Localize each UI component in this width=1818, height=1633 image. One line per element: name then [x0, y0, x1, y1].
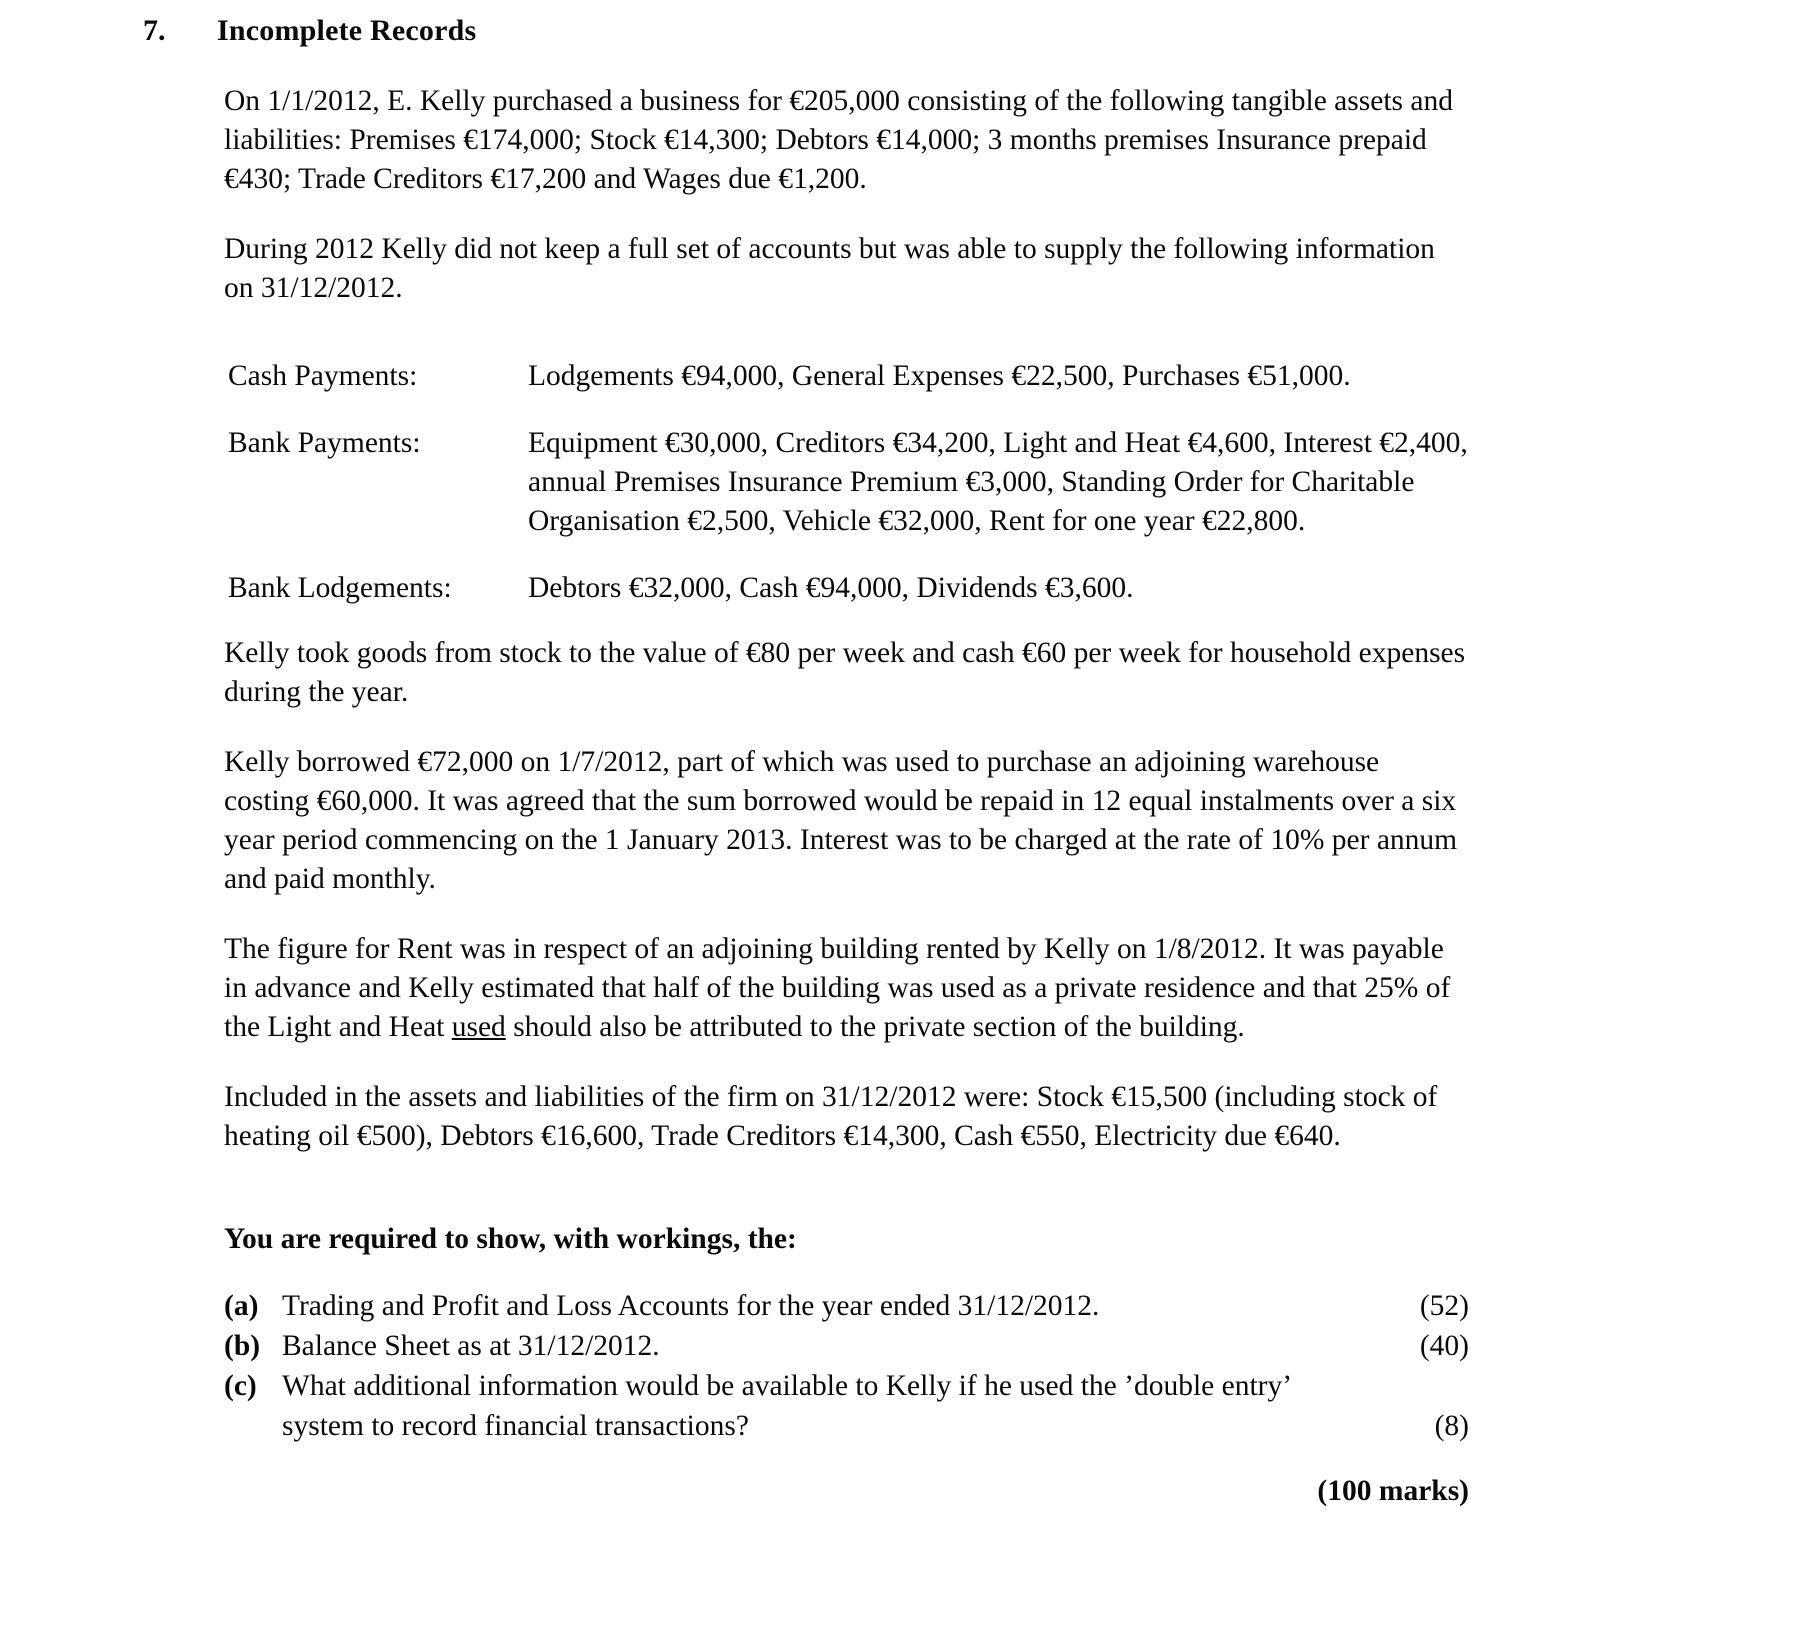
table-row: [228, 569, 1478, 608]
rent-note: [224, 930, 1469, 1047]
requirement-text-c-line2: system to record financial transactions?: [282, 1410, 749, 1442]
list-item: [224, 1327, 1469, 1365]
total-marks: (100 marks): [1317, 1475, 1469, 1507]
bank-lodgements-value: Debtors €32,000, Cash €94,000, Dividends €3,600.: [528, 572, 1134, 604]
requirement-marks-b: (40): [1419, 1330, 1469, 1362]
intro-paragraph-1: On 1/1/2012, E. Kelly purchased a business for €205,000 consisting of the following tangible assets and liabilities: Premises €174,000; Stock €14,300; Debtors €14,000; 3 months premises Insurance prepaid €430; Trade Creditors €17,200 and Wages due €1,200.: [224, 85, 1453, 195]
payments-table: [228, 357, 1478, 608]
bank-lodgements-label: Bank Lodgements:: [228, 572, 452, 604]
bank-payments-value: Equipment €30,000, Creditors €34,200, Light and Heat €4,600, Interest €2,400, annual Premises Insurance Premium €3,000, Standing Order for Charitable Organisation €2,500, Vehicle €32,000, Rent for one year €22,800.: [528, 427, 1468, 537]
question-heading: [143, 14, 1818, 48]
requirements-heading-tail: :: [787, 1223, 797, 1255]
rent-note-tail: should also be attributed to the private section of the building.: [505, 1011, 1245, 1043]
table-row: [228, 357, 1478, 396]
rent-note-lead: The figure for Rent was in respect of an adjoining building rented by Kelly on 1/8/2012. It was payable in advance and Kelly estimated that half of the building was used as a private residence and that 25% of the Light and Heat: [224, 933, 1451, 1043]
requirement-letter-c: (c): [224, 1370, 257, 1402]
spacer: [0, 1156, 1818, 1220]
cash-payments-value: Lodgements €94,000, General Expenses €22,500, Purchases €51,000.: [528, 360, 1351, 392]
cash-payments-label: Cash Payments:: [228, 360, 418, 392]
requirement-letter-a: (a): [224, 1290, 259, 1322]
requirements-section: [224, 1220, 1469, 1445]
notes-section: [224, 634, 1469, 1156]
list-item: [224, 1287, 1469, 1325]
loan-note: Kelly borrowed €72,000 on 1/7/2012, part of which was used to purchase an adjoining warehouse costing €60,000. It was agreed that the sum borrowed would be repaid in 12 equal instalments over a six year period commencing on the 1 January 2013. Interest was to be charged at the rate of 10% per annum and paid monthly.: [224, 746, 1458, 895]
requirement-text-a: Trading and Profit and Loss Accounts for the year ended 31/12/2012.: [282, 1290, 1100, 1322]
bank-payments-label: Bank Payments:: [228, 427, 421, 459]
requirement-letter-b: (b): [224, 1330, 261, 1362]
intro-section: [224, 82, 1469, 308]
drawings-note: Kelly took goods from stock to the value of €80 per week and cash €60 per week for household expenses during the year.: [224, 637, 1466, 708]
requirements-heading-lead: You are required to show, with workings, the: [224, 1223, 788, 1255]
requirements-list: [224, 1287, 1469, 1445]
rent-note-underlined-word: used: [451, 1011, 506, 1043]
list-item-continuation: [224, 1407, 1469, 1445]
requirement-marks-a: (52): [1419, 1290, 1469, 1322]
spacer: [0, 339, 1818, 353]
list-item: [224, 1367, 1469, 1405]
page-title: Incomplete Records: [217, 14, 477, 47]
closing-balances-note: Included in the assets and liabilities of the firm on 31/12/2012 were: Stock €15,500 (including stock of heating oil €500), Debtors €16,600, Trade Creditors €14,300, Cash €550, Electricity due €640.: [224, 1081, 1438, 1152]
question-number: 7.: [143, 14, 166, 47]
requirement-text-b: Balance Sheet as at 31/12/2012.: [282, 1330, 660, 1362]
requirements-heading: [224, 1220, 1469, 1259]
requirement-marks-c: (8): [1434, 1410, 1469, 1442]
requirement-text-c: What additional information would be available to Kelly if he used the ’double entry’: [282, 1370, 1293, 1402]
table-row: [228, 424, 1478, 541]
intro-paragraph-2: During 2012 Kelly did not keep a full set of accounts but was able to supply the following information on 31/12/2012.: [224, 233, 1435, 304]
